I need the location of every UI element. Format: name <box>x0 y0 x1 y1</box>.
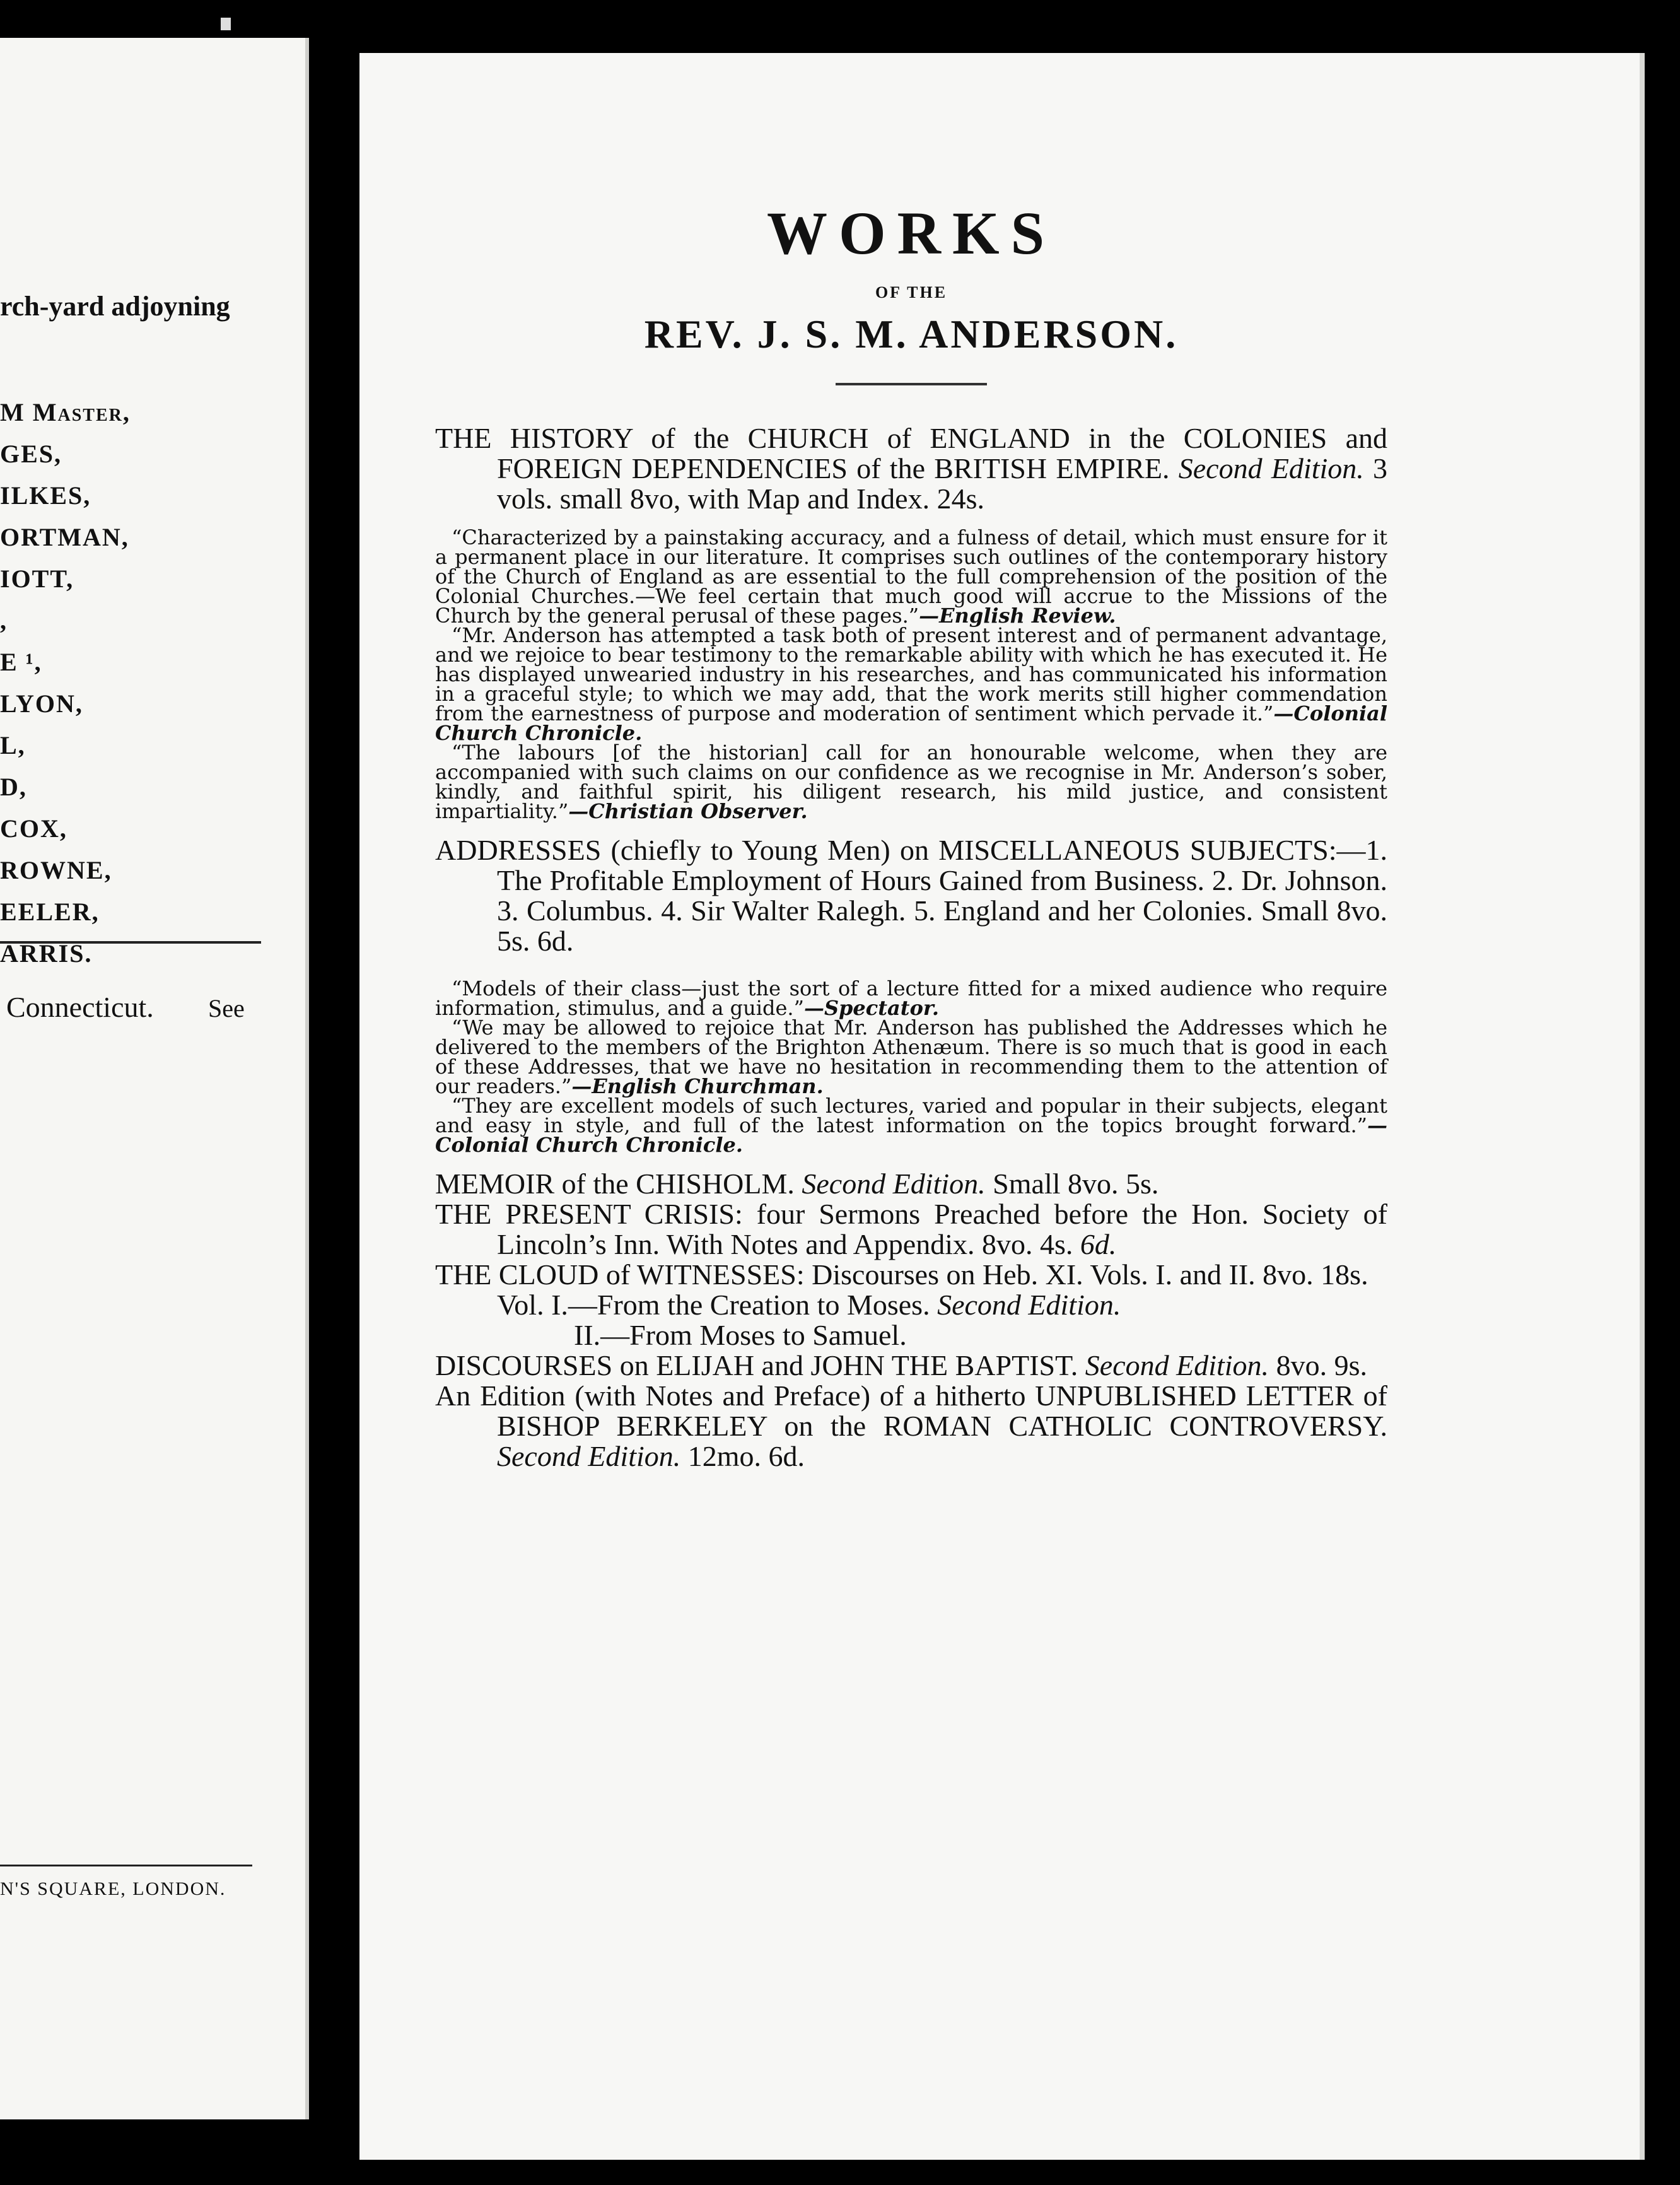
left-page-name: E ¹, <box>0 648 42 676</box>
left-page-name: COX, <box>0 814 67 843</box>
entry-cloud-of-witnesses <box>435 1260 1387 1290</box>
entry-edition: Second Edition. <box>497 1440 681 1472</box>
left-page-footer-rule <box>0 1865 252 1866</box>
left-page-name: GES, <box>0 440 62 468</box>
entry-memoir <box>435 1169 1387 1199</box>
right-page <box>359 53 1640 2160</box>
left-page-name: IOTT, <box>0 565 74 593</box>
left-page-footer: N'S SQUARE, LONDON. <box>0 1878 226 1899</box>
entry-title: THE CLOUD of WITNESSES: Discourses on Heb. XI. Vols. I. and II. 8vo. 18s. <box>435 1258 1368 1291</box>
entry-present-crisis <box>435 1199 1387 1260</box>
left-page-name: ILKES, <box>0 481 91 510</box>
left-page-rule <box>0 941 261 944</box>
entry-edition: Second Edition. <box>937 1289 1121 1321</box>
entry-price: 6d. <box>1080 1228 1117 1260</box>
review-quote: “Models of their class—just the sort of a lecture fitted for a mixed audience who require information, stimulus, and a guide.”—Spectator. <box>435 976 1387 1020</box>
left-page-name: D, <box>0 773 27 801</box>
page-subtitle-of-the: OF THE <box>875 283 948 302</box>
left-page-name: M Master, <box>0 398 131 426</box>
entry-history <box>435 423 1387 514</box>
review-source: —English Review. <box>919 604 1116 628</box>
entry-berkeley <box>435 1381 1387 1472</box>
left-page-see: See <box>208 994 245 1022</box>
left-page-name: ARRIS. <box>0 939 93 968</box>
page-content <box>435 198 1387 1472</box>
page-title: WORKS <box>766 199 1056 267</box>
review-source: —English Churchman. <box>571 1074 824 1098</box>
left-page <box>0 38 309 2119</box>
review-quote: “They are excellent models of such lectures, varied and popular in their subjects, elegant and easy in style, and full of the latest information on the topics brought forward.”—Colonial Church Chronicle. <box>435 1094 1387 1157</box>
left-page-name: EELER, <box>0 898 100 926</box>
entry-details: Small 8vo. 5s. <box>993 1168 1159 1200</box>
entry-title: ADDRESSES (chiefly to Young Men) on MISCELLANEOUS SUBJECTS:—1. The Profitable Employment of Hours Gained from Business. 2. Dr. Johnson. 3. Columbus. 4. Sir Walter Ralegh. 5. England and her Colonies. Small 8vo. 5s. 6d. <box>435 834 1387 957</box>
entry-edition: Second Edition. <box>1085 1349 1269 1381</box>
entry-title: THE HISTORY of the CHURCH of ENGLAND in the COLONIES and FOREIGN DEPENDENCIES of the BRITISH EMPIRE. <box>435 422 1387 484</box>
entry-details: 12mo. 6d. <box>687 1440 805 1472</box>
entry-elijah <box>435 1350 1387 1381</box>
entry-title: THE PRESENT CRISIS: four Sermons Preached before the Hon. Society of Lincoln’s Inn. With Notes and Appendix. 8vo. 4s. <box>435 1198 1387 1260</box>
entry-title: DISCOURSES on ELIJAH and JOHN THE BAPTIST. <box>435 1349 1078 1381</box>
review-quote: “Mr. Anderson has attempted a task both of present interest and of permanent advantage, and we rejoice to bear testimony to the remarkable ability with which he has executed it. He has displayed unwearied industry in his researches, and has communicated his information in a graceful style; to which we may add, that the work merits still higher commendation from the earnestness of purpose and moderation of sentiment which pervade it.”—Colonial Church Chronicle. <box>435 623 1387 745</box>
entry-volume-line: Vol. I.—From the Creation to Moses. Second Edition. <box>497 1289 1121 1321</box>
review-source: —Colonial Church Chronicle. <box>435 701 1387 745</box>
author-name: REV. J. S. M. ANDERSON. <box>644 312 1179 356</box>
left-page-name: LYON, <box>0 689 83 718</box>
entry-addresses <box>435 835 1387 956</box>
left-page-name: ORTMAN, <box>0 523 129 551</box>
review-quote: “The labours [of the historian] call for an honourable welcome, when they are accompanied with such claims on our confidence as we recognise in Mr. Anderson’s sober, kindly, and faithful spirit, his diligent research, his mild justice, and consistent impartiality.”—Christian Observer. <box>435 741 1387 823</box>
review-source: —Christian Observer. <box>568 799 808 823</box>
entry-volume-line: II.—From Moses to Samuel. <box>574 1319 907 1351</box>
entry-edition: Second Edition. <box>1178 452 1364 484</box>
review-source: —Spectator. <box>803 996 939 1020</box>
left-page-name: , <box>0 606 8 635</box>
left-page-name: ROWNE, <box>0 856 112 884</box>
entry-edition: Second Edition. <box>802 1168 986 1200</box>
entry-title: MEMOIR of the CHISHOLM. <box>435 1168 795 1200</box>
corner-mark <box>221 18 231 30</box>
left-page-name: L, <box>0 731 26 759</box>
left-page-connecticut: Connecticut. <box>6 991 154 1023</box>
review-quote: “We may be allowed to rejoice that Mr. Anderson has published the Addresses which he delivered to the members of the Brighton Athenæum. There is so much that is good in each of these Addresses, that we have no hesitation in recommending them to the attention of our readers.”—English Churchman. <box>435 1016 1387 1098</box>
header-rule <box>836 383 987 385</box>
entry-title: An Edition (with Notes and Preface) of a hitherto UNPUBLISHED LETTER of BISHOP BERKELEY on the ROMAN CATHOLIC CONTROVERSY. <box>435 1380 1387 1442</box>
review-source: —Colonial Church Chronicle. <box>435 1113 1387 1157</box>
entry-details: 8vo. 9s. <box>1276 1349 1367 1381</box>
review-quote: “Characterized by a painstaking accuracy, and a fulness of detail, which must ensure for it a permanent place in our literature. It comprises such outlines of the contemporary history of the Church of England as are essential to the full comprehension of the position of the Colonial Churches.—We feel certain that much good will accrue to the Missions of the Church by the general perusal of these pages.”—English Review. <box>435 525 1387 628</box>
left-page-top-text: rch-yard adjoyning <box>0 291 230 322</box>
entry-details: 3 vols. small 8vo, with Map and Index. 24s. <box>497 452 1388 515</box>
